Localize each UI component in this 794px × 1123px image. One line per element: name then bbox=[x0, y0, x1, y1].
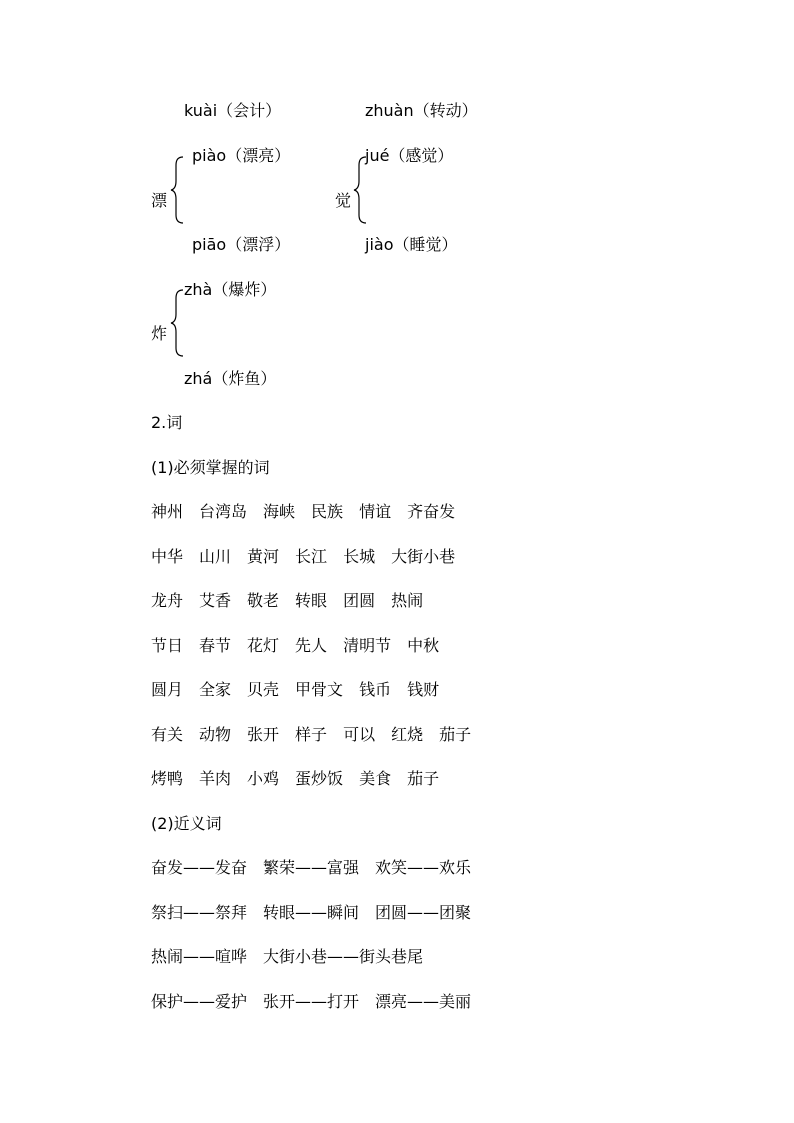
word: 张开 bbox=[247, 725, 280, 744]
synonym-pair: 张开——打开 bbox=[263, 992, 360, 1011]
word: 中秋 bbox=[407, 636, 440, 655]
must-know-row-5 bbox=[151, 680, 439, 700]
word: 海峡 bbox=[263, 502, 296, 521]
brace-piao bbox=[170, 155, 186, 225]
word: 台湾岛 bbox=[199, 502, 248, 521]
word: 贝壳 bbox=[247, 680, 280, 699]
char-zha: 炸 bbox=[151, 324, 168, 343]
word: 美食 bbox=[359, 769, 392, 788]
word: 热闹 bbox=[391, 591, 424, 610]
word: 小鸡 bbox=[247, 769, 280, 788]
synonym-pair: 欢笑——欢乐 bbox=[375, 858, 472, 877]
word: 圆月 bbox=[151, 680, 184, 699]
must-know-row-4 bbox=[151, 636, 439, 656]
synonym-row-3 bbox=[151, 947, 423, 967]
word: 长城 bbox=[343, 547, 376, 566]
pinyin-jue-bottom: jiào（睡觉） bbox=[365, 235, 458, 254]
word: 黄河 bbox=[247, 547, 280, 566]
pinyin-piao-bottom: piāo（漂浮） bbox=[192, 235, 291, 254]
synonym-row-2 bbox=[151, 903, 471, 923]
pinyin-jue-top: jué（感觉） bbox=[365, 146, 454, 165]
synonym-pair: 热闹——喧哗 bbox=[151, 947, 248, 966]
word: 花灯 bbox=[247, 636, 280, 655]
word: 钱财 bbox=[407, 680, 440, 699]
pinyin-zha-bottom: zhá（炸鱼） bbox=[184, 369, 277, 388]
word: 羊肉 bbox=[199, 769, 232, 788]
word: 团圆 bbox=[343, 591, 376, 610]
must-know-heading: (1)必须掌握的词 bbox=[151, 458, 270, 477]
word: 节日 bbox=[151, 636, 184, 655]
synonyms-heading: (2)近义词 bbox=[151, 814, 222, 833]
synonym-row-1 bbox=[151, 858, 471, 878]
synonym-pair: 大街小巷——街头巷尾 bbox=[263, 947, 424, 966]
section-heading-words: 2.词 bbox=[151, 413, 183, 432]
must-know-row-7 bbox=[151, 769, 439, 789]
word: 动物 bbox=[199, 725, 232, 744]
word: 全家 bbox=[199, 680, 232, 699]
synonym-pair: 漂亮——美丽 bbox=[375, 992, 472, 1011]
word: 可以 bbox=[343, 725, 376, 744]
pinyin-kuai: kuài（会计） bbox=[184, 101, 282, 120]
synonym-pair: 转眼——瞬间 bbox=[263, 903, 360, 922]
synonym-row-4 bbox=[151, 992, 471, 1012]
word: 大街小巷 bbox=[391, 547, 456, 566]
word: 烤鸭 bbox=[151, 769, 184, 788]
synonym-pair: 繁荣——富强 bbox=[263, 858, 360, 877]
word: 齐奋发 bbox=[407, 502, 456, 521]
char-jue: 觉 bbox=[335, 191, 352, 210]
pinyin-piao-top: piào（漂亮） bbox=[192, 146, 291, 165]
word: 神州 bbox=[151, 502, 184, 521]
word: 茄子 bbox=[439, 725, 472, 744]
word: 民族 bbox=[311, 502, 344, 521]
must-know-row-6 bbox=[151, 725, 471, 745]
word: 转眼 bbox=[295, 591, 328, 610]
word: 中华 bbox=[151, 547, 184, 566]
must-know-row-1 bbox=[151, 502, 455, 522]
pinyin-zhuan: zhuàn（转动） bbox=[365, 101, 478, 120]
word: 红烧 bbox=[391, 725, 424, 744]
word: 清明节 bbox=[343, 636, 392, 655]
synonym-pair: 奋发——发奋 bbox=[151, 858, 248, 877]
word: 蛋炒饭 bbox=[295, 769, 344, 788]
word: 龙舟 bbox=[151, 591, 184, 610]
word: 长江 bbox=[295, 547, 328, 566]
word: 茄子 bbox=[407, 769, 440, 788]
word: 情谊 bbox=[359, 502, 392, 521]
word: 艾香 bbox=[199, 591, 232, 610]
must-know-row-3 bbox=[151, 591, 423, 611]
char-piao: 漂 bbox=[151, 191, 168, 210]
pinyin-zha-top: zhà（爆炸） bbox=[184, 280, 277, 299]
word: 山川 bbox=[199, 547, 232, 566]
word: 春节 bbox=[199, 636, 232, 655]
word: 先人 bbox=[295, 636, 328, 655]
synonym-pair: 团圆——团聚 bbox=[375, 903, 472, 922]
synonym-pair: 保护——爱护 bbox=[151, 992, 248, 1011]
word: 甲骨文 bbox=[295, 680, 344, 699]
word: 样子 bbox=[295, 725, 328, 744]
word: 钱币 bbox=[359, 680, 392, 699]
synonym-pair: 祭扫——祭拜 bbox=[151, 903, 248, 922]
word: 有关 bbox=[151, 725, 184, 744]
word: 敬老 bbox=[247, 591, 280, 610]
must-know-row-2 bbox=[151, 547, 455, 567]
